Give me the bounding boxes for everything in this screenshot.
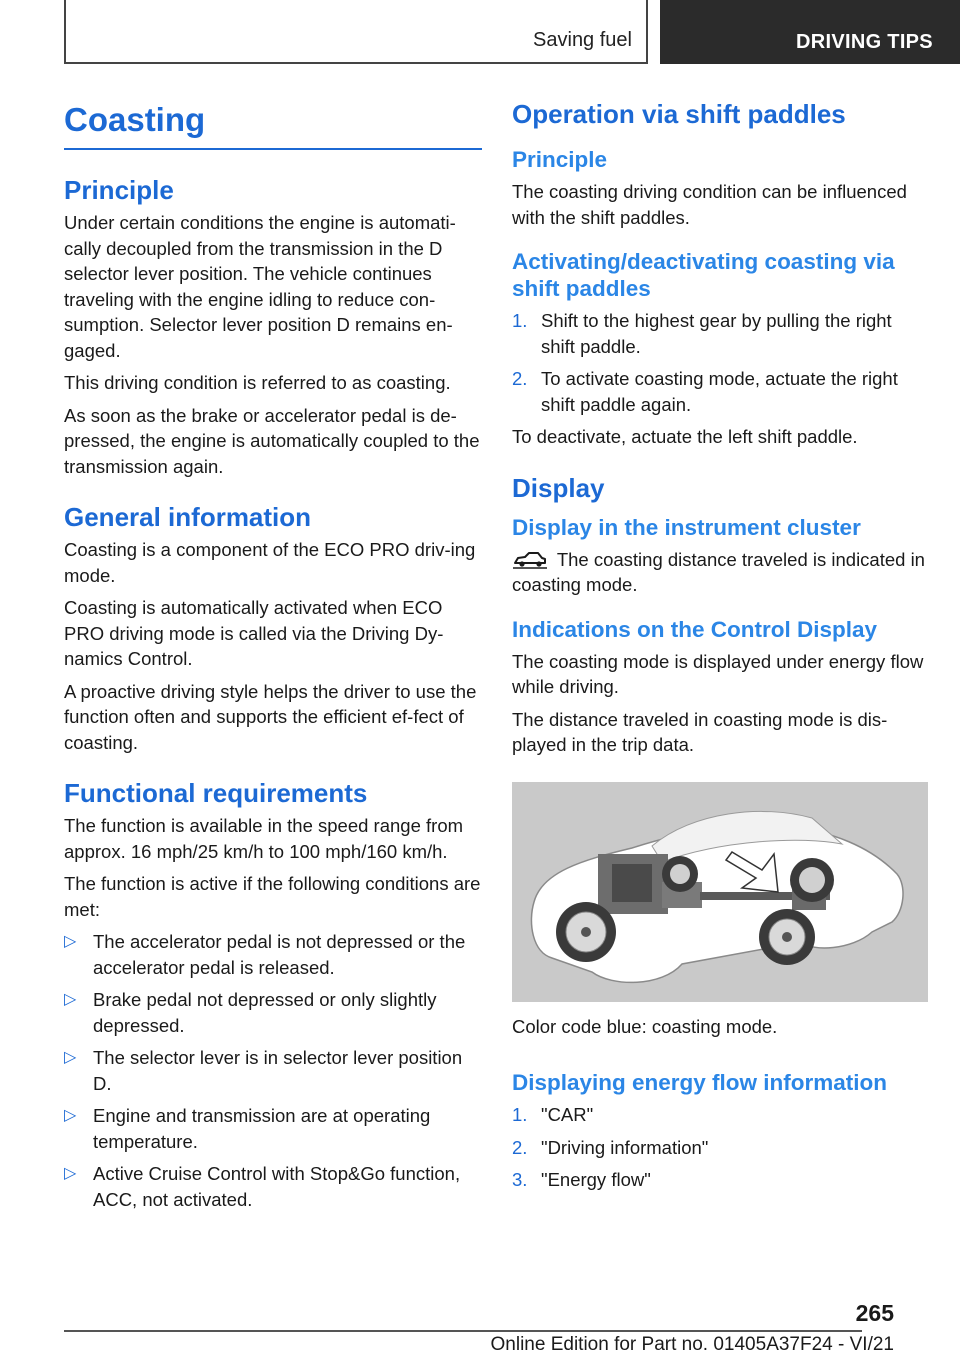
- step-number: 2.: [512, 368, 528, 389]
- functional-requirements-heading: Functional requirements: [64, 778, 368, 808]
- cluster-text: The coasting distance traveled is indicated in coasting mode.: [512, 548, 925, 595]
- general-paragraph-1: Coasting is a component of the ECO PRO driv-ing mode.: [64, 539, 476, 586]
- requirements-paragraph-1: The function is available in the speed range from approx. 16 mph/25 km/h to 100 mph/160 km/h.: [64, 815, 464, 862]
- list-item-text: Engine and transmission are at operating temperature.: [93, 1105, 431, 1152]
- principle-heading: Principle: [64, 175, 174, 205]
- step-text: "Energy flow": [541, 1169, 651, 1190]
- step-text: "CAR": [541, 1104, 594, 1125]
- control-display-heading: Indications on the Control Display: [512, 616, 878, 642]
- right-column: [512, 98, 928, 1200]
- energy-steps-list: [512, 1102, 928, 1193]
- coasting-car-icon: [512, 549, 548, 569]
- principle-paragraph-1: Under certain conditions the engine is automati-cally decoupled from the transmission in the D selector lever position. The vehicle continues traveling with the engine idling to reduce con-sumption. Selector lever position D remains en-gaged.: [64, 212, 456, 361]
- list-item: [512, 1167, 928, 1193]
- list-item-text: The accelerator pedal is not depressed or the accelerator pedal is released.: [93, 931, 466, 978]
- list-item: [64, 987, 482, 1038]
- step-number: 3.: [512, 1169, 528, 1190]
- header-chapter-tab: [660, 0, 960, 64]
- requirements-list: [64, 929, 482, 1212]
- general-paragraph-3: A proactive driving style helps the driver to use the function often and supports the efficient ef-fect of coasting.: [64, 680, 477, 753]
- list-item: [512, 308, 928, 359]
- list-item-text: Active Cruise Control with Stop&Go function, ACC, not activated.: [93, 1163, 461, 1210]
- step-number: 1.: [512, 310, 528, 331]
- left-column: [64, 98, 482, 1219]
- car-energy-flow-image: [512, 782, 928, 1002]
- triangle-bullet-icon: ▷: [64, 1049, 77, 1066]
- step-number: 1.: [512, 1104, 528, 1125]
- page-number: 265: [855, 1300, 894, 1326]
- list-item: [512, 1135, 928, 1161]
- cluster-description: [512, 547, 928, 598]
- list-item: [64, 1161, 482, 1212]
- step-text: To activate coasting mode, actuate the right shift paddle again.: [541, 368, 898, 415]
- triangle-bullet-icon: ▷: [64, 991, 77, 1008]
- general-information-heading: General information: [64, 502, 312, 532]
- triangle-bullet-icon: ▷: [64, 1165, 77, 1182]
- list-item: [512, 366, 928, 417]
- list-item: [64, 1045, 482, 1096]
- paddles-principle-text: The coasting driving condition can be influenced with the shift paddles.: [512, 181, 907, 228]
- header-section-box: [64, 0, 648, 64]
- step-text: Shift to the highest gear by pulling the right shift paddle.: [541, 310, 892, 357]
- list-item-text: Brake pedal not depressed or only slightly depressed.: [93, 989, 437, 1036]
- header-section-title: Saving fuel: [533, 29, 632, 51]
- step-text: "Driving information": [541, 1136, 709, 1158]
- shift-paddles-heading: Operation via shift paddles: [512, 99, 846, 129]
- triangle-bullet-icon: ▷: [64, 933, 77, 950]
- instrument-cluster-heading: Display in the instrument cluster: [512, 514, 861, 540]
- edition-text: Online Edition for Part no. 01405A37F24 - VI/21: [490, 1334, 894, 1355]
- paddles-principle-heading: Principle: [512, 147, 608, 172]
- control-paragraph-2: The distance traveled in coasting mode is dis-played in the trip data.: [512, 708, 888, 755]
- deactivate-text: To deactivate, actuate the left shift paddle.: [512, 426, 858, 447]
- step-number: 2.: [512, 1136, 528, 1158]
- figure-caption: Color code blue: coasting mode.: [512, 1015, 778, 1037]
- list-item-text: The selector lever is in selector lever position D.: [93, 1047, 463, 1094]
- header-chapter-title: DRIVING TIPS: [796, 31, 933, 53]
- principle-paragraph-2: This driving condition is referred to as coasting.: [64, 372, 451, 393]
- triangle-bullet-icon: ▷: [64, 1107, 77, 1124]
- list-item: [64, 929, 482, 980]
- list-item: [512, 1102, 928, 1128]
- page-header: [0, 0, 960, 64]
- principle-paragraph-3: As soon as the brake or accelerator pedal is de-pressed, the engine is automatically coupled to the transmission again.: [64, 404, 480, 477]
- list-item: [64, 1103, 482, 1154]
- activate-coasting-heading: Activating/deactivating coasting via shift paddles: [512, 249, 895, 301]
- energy-flow-heading: Displaying energy flow information: [512, 1070, 888, 1095]
- display-heading: Display: [512, 472, 605, 503]
- control-paragraph-1: The coasting mode is displayed under energy flow while driving.: [512, 650, 924, 697]
- page-title: Coasting: [64, 98, 482, 150]
- requirements-paragraph-2: The function is active if the following conditions are met:: [64, 873, 481, 920]
- car-illustration: [512, 782, 928, 1002]
- general-paragraph-2: Coasting is automatically activated when ECO PRO driving mode is called via the Driving Dy-namics Control.: [64, 597, 444, 669]
- activate-steps-list: [512, 308, 928, 417]
- footer-divider: [64, 1330, 862, 1332]
